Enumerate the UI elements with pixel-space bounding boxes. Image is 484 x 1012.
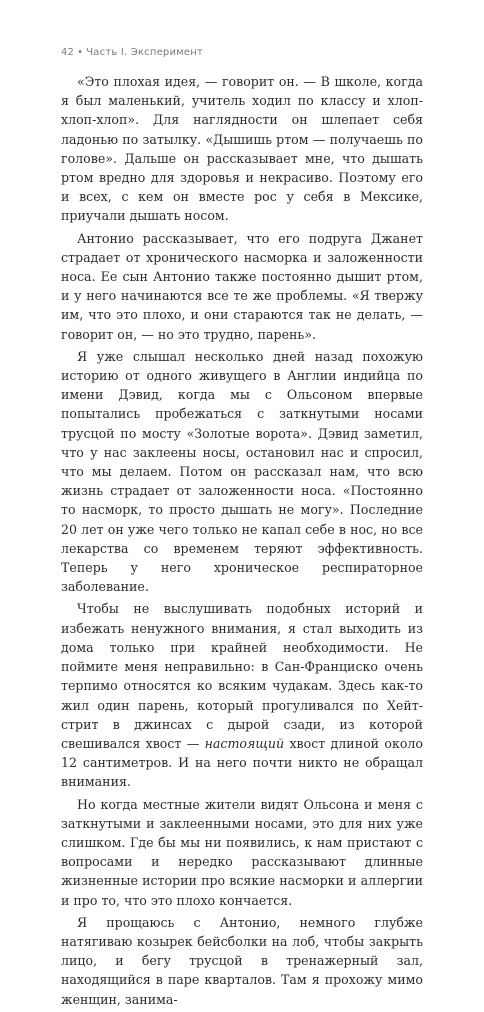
paragraph: Я прощаюсь с Антонио, немного глубже натягиваю козырек бейсболки на лоб, чтобы закрыть лицо, и бегу трусцой в тренажерный зал, находящийся в паре кварталов. Там я прохожу мимо женщин, занима- bbox=[61, 914, 423, 1007]
section-title: Часть I. Эксперимент bbox=[86, 47, 204, 58]
page-number: 42 bbox=[61, 47, 75, 58]
paragraph: Антонио рассказывает, что его подруга Джанет страдает от хронического насморка и заложенности носа. Ее сын Антонио также постоянно дышит ртом, и у него начинаются все те же проблемы. «Я твержу им, что это плохо, и они стараются так не делать, — говорит он, — но это трудно, парень». bbox=[61, 230, 423, 342]
paragraph-text: хвост длиной около 12 сантиметров. И на него почти никто не обращал внимания. bbox=[61, 735, 423, 790]
paragraph bbox=[61, 599, 423, 791]
running-head-separator: • bbox=[77, 47, 84, 58]
emphasized-word: настоящий bbox=[204, 735, 285, 751]
running-head bbox=[61, 47, 203, 58]
paragraph: «Это плохая идея, — говорит он. — В школе, когда я был маленький, учитель ходил по классу и хлоп-хлоп-хлоп». Для наглядности он шлепает себя ладонью по затылку. «Дышишь ртом — получаешь по голове». Дальше он рассказывает мне, что дышать ртом вредно для здоровья и некрасиво. Поэтому его и всех, с кем он вместе рос у себя в Мексике, приучали дышать носом. bbox=[61, 74, 423, 224]
paragraph-text: Чтобы не выслушивать подобных историй и избежать ненужного внимания, я стал выходить из дома только при крайней необходимости. Не поймите меня неправильно: в Сан-Франциско очень терпимо относятся ко всяким чудакам. Здесь как-то жил один парень, который прогуливался по Хейт-стрит в джинсах с дырой сзади, из которой свешивался хвост — bbox=[61, 601, 423, 751]
paragraph: Но когда местные жители видят Ольсона и меня с заткнутыми и заклеенными носами, это для них уже слишком. Где бы мы ни появились, к нам пристают с вопросами и нередко рассказывают длинные жизненные истории про всякие насморки и аллергии и про то, что это плохо кончается. bbox=[61, 796, 423, 908]
body-text bbox=[61, 72, 423, 1012]
paragraph: Я уже слышал несколько дней назад похожую историю от одного живущего в Англии индийца по имени Дэвид, когда мы с Ольсоном впервые попытались пробежаться с заткнутыми носами трусцой по мосту «Золотые ворота». Дэвид заметил, что у нас заклеены носы, остановил нас и спросил, что мы делаем. Потом он рассказал нам, что всю жизнь страдает от заложенности носа. «Постоянно то насморк, то просто дышать не могу». Последние 20 лет он уже чего только не капал себе в нос, но все лекарства со временем теряют эффективность. Теперь у него хроническое респираторное заболевание. bbox=[61, 348, 423, 595]
